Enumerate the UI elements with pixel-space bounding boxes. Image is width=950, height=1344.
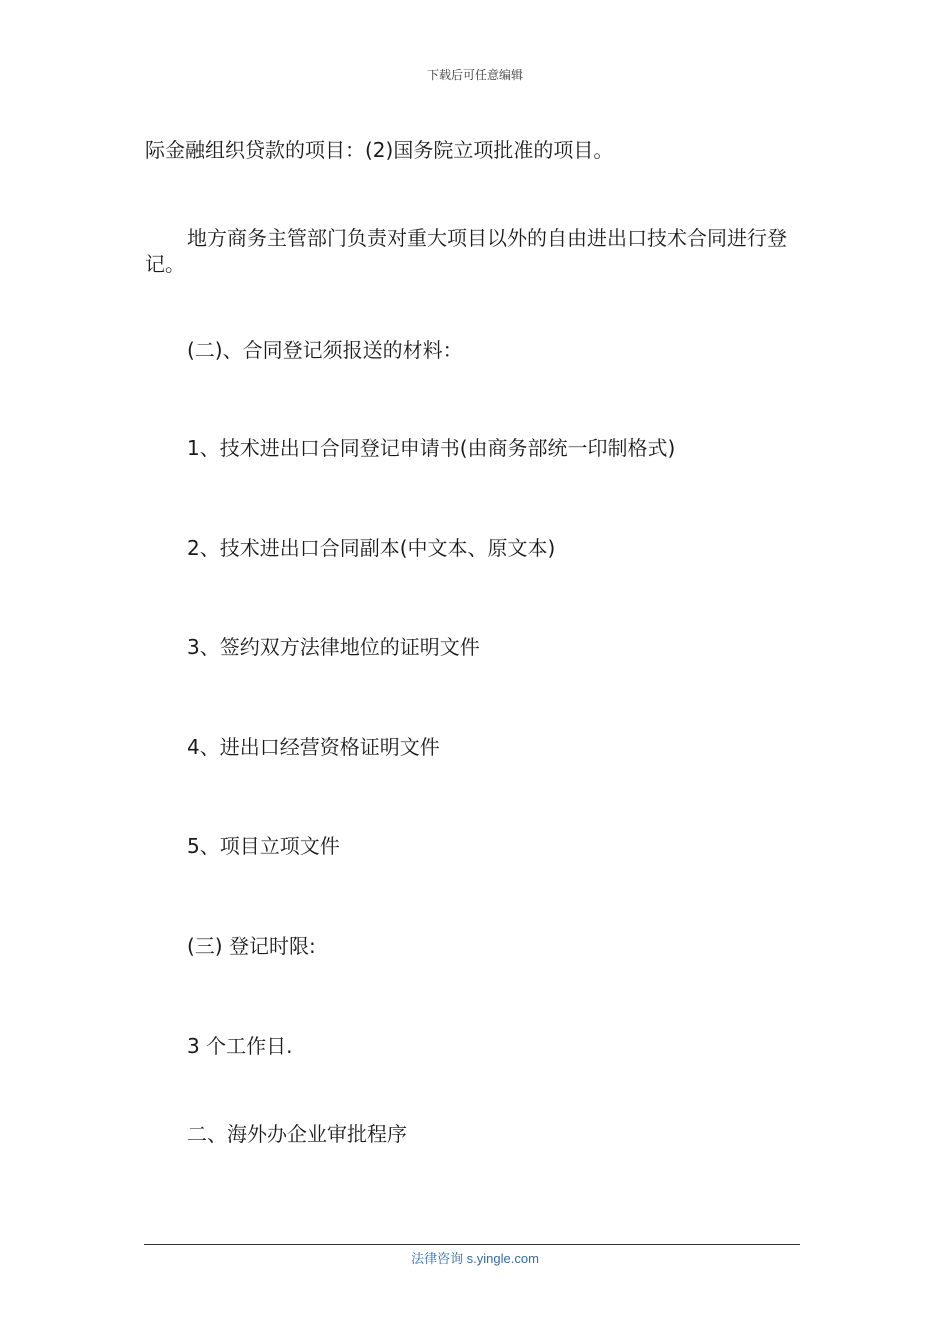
section-heading: (二)、合同登记须报送的材料： bbox=[187, 338, 463, 362]
page-header: 下载后可任意编辑 bbox=[426, 68, 523, 82]
section-heading: (三) 登记时限: bbox=[187, 934, 316, 958]
list-item: 4、进出口经营资格证明文件 bbox=[187, 735, 440, 759]
page-footer-link[interactable]: 法律咨询 s.yingle.com bbox=[411, 1251, 539, 1266]
body-paragraph: 地方商务主管部门负责对重大项目以外的自由进出口技术合同进行登记。 bbox=[145, 226, 787, 276]
body-paragraph: 3 个工作日. bbox=[187, 1034, 293, 1058]
list-item: 1、技术进出口合同登记申请书(由商务部统一印制格式) bbox=[187, 436, 676, 460]
list-item: 3、签约双方法律地位的证明文件 bbox=[187, 635, 480, 659]
body-paragraph: 际金融组织贷款的项目：(2)国务院立项批准的项目。 bbox=[145, 138, 614, 162]
list-item: 2、技术进出口合同副本(中文本、原文本) bbox=[187, 536, 556, 560]
section-heading: 二、海外办企业审批程序 bbox=[187, 1122, 407, 1146]
list-item: 5、项目立项文件 bbox=[187, 834, 340, 858]
footer-divider bbox=[144, 1244, 800, 1245]
